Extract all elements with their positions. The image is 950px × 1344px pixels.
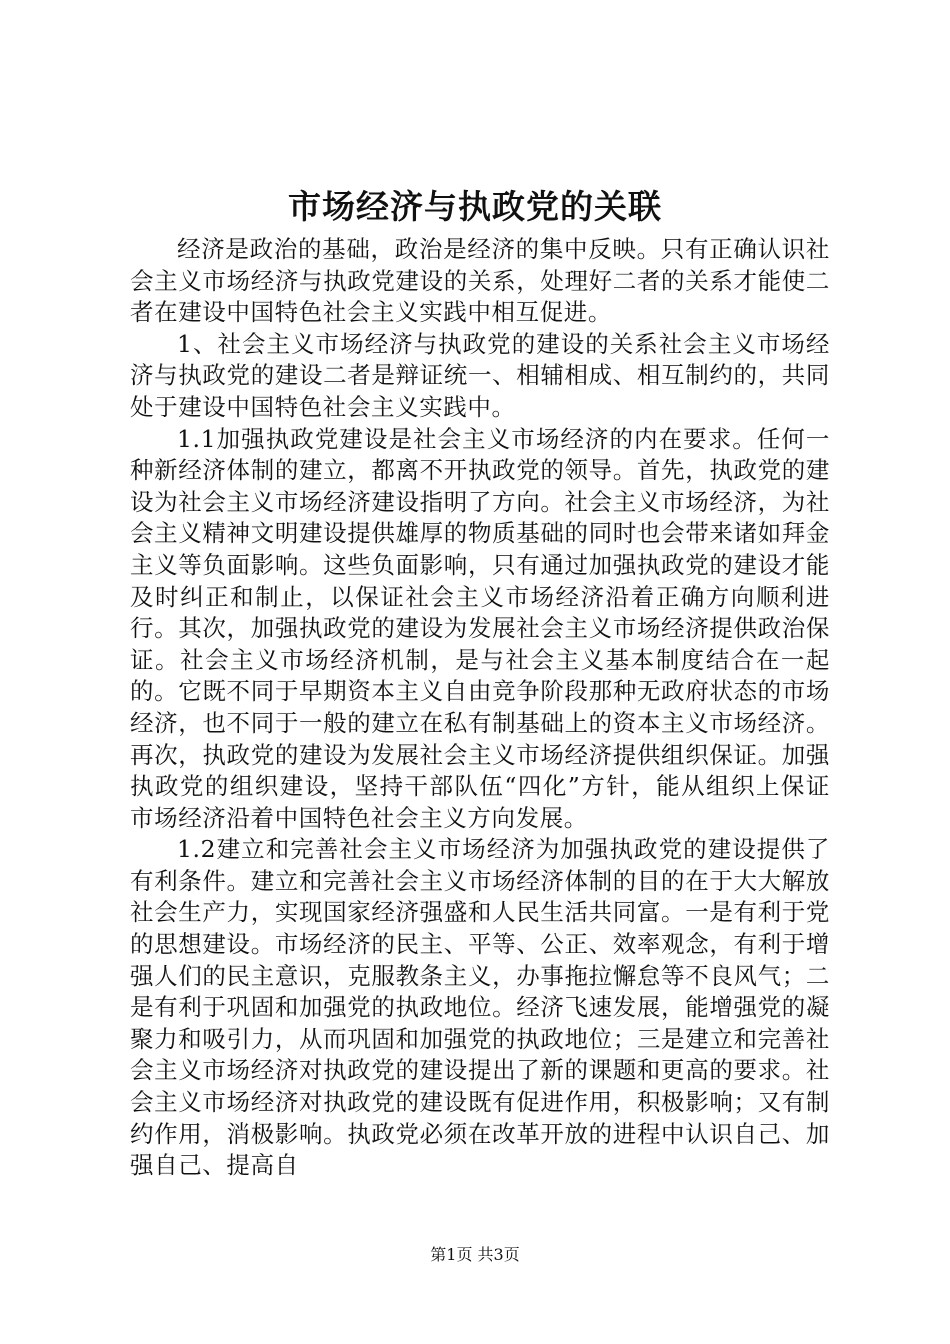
document-title: 市场经济与执政党的关联	[288, 187, 662, 226]
paragraph-section-1-2: 1.2建立和完善社会主义市场经济为加强执政党的建设提供了有利条件。建立和完善社会主义市场经济体制的目的在于大大解放社会生产力，实现国家经济强盛和人民生活共同富。一是有利于党的思想建设。市场经济的民主、平等、公正、效率观念，有利于增强人们的民主意识，克服教条主义，办事拖拉懈怠等不良风气；二是有利于巩固和加强党的执政地位。经济飞速发展，能增强党的凝聚力和吸引力，从而巩固和加强党的执政地位；三是建立和完善社会主义市场经济对执政党的建设提出了新的课题和更高的要求。社会主义市场经济对执政党的建设既有促进作用，积极影响；又有制约作用，消极影响。执政党必须在改革开放的进程中认识自己、加强自己、提高自	[130, 835, 830, 1180]
paragraph-intro: 经济是政治的基础，政治是经济的集中反映。只有正确认识社会主义市场经济与执政党建设的关系，处理好二者的关系才能使二者在建设中国特色社会主义实践中相互促进。	[130, 235, 830, 327]
document-body	[130, 234, 830, 1182]
paragraph-section-1-1: 1.1加强执政党建设是社会主义市场经济的内在要求。任何一种新经济体制的建立，都离不开执政党的领导。首先，执政党的建设为社会主义市场经济建设指明了方向。社会主义市场经济，为社会主义精神文明建设提供雄厚的物质基础的同时也会带来诸如拜金主义等负面影响。这些负面影响，只有通过加强执政党的建设才能及时纠正和制止，以保证社会主义市场经济沿着正确方向顺利进行。其次，加强执政党的建设为发展社会主义市场经济提供政治保证。社会主义市场经济机制，是与社会主义基本制度结合在一起的。它既不同于早期资本主义自由竞争阶段那种无政府状态的市场经济，也不同于一般的建立在私有制基础上的资本主义市场经济。再次，执政党的建设为发展社会主义市场经济提供组织保证。加强执政党的组织建设，坚持干部队伍“四化”方针，能从组织上保证市场经济沿着中国特色社会主义方向发展。	[130, 424, 830, 832]
paragraph-section-1: 1、社会主义市场经济与执政党的建设的关系社会主义市场经济与执政党的建设二者是辩证统一、相辅相成、相互制约的，共同处于建设中国特色社会主义实践中。	[130, 329, 830, 421]
page-footer: 第1页 共3页	[430, 1245, 520, 1264]
